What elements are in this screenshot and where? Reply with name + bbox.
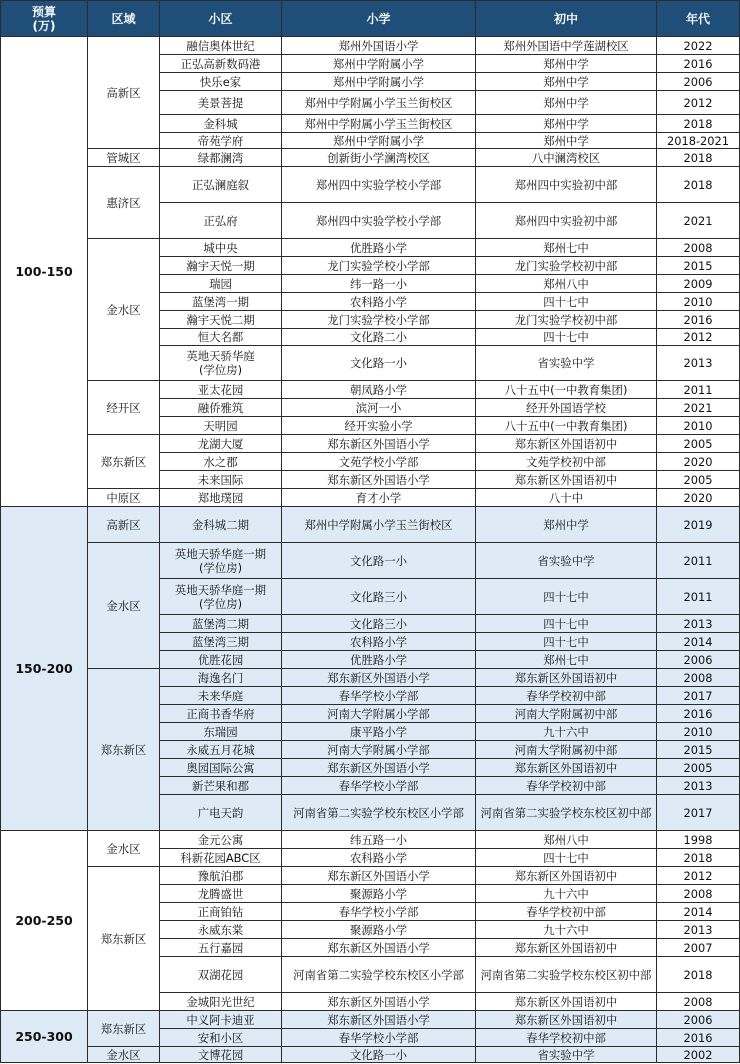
year-cell: 2005 [657,759,740,777]
year-cell: 2014 [657,633,740,651]
primary-school-cell: 优胜路小学 [282,239,476,257]
year-cell: 2007 [657,939,740,957]
middle-school-cell: 八中澜湾校区 [476,149,657,167]
primary-school-cell: 郑东新区外国语小学 [282,993,476,1011]
table-row [1,435,740,453]
community-cell: 科新花园ABC区 [160,849,282,867]
community-cell: 融信奥体世纪 [160,37,282,55]
middle-school-cell: 郑州中学 [476,91,657,115]
year-cell: 2017 [657,687,740,705]
year-cell: 2006 [657,651,740,669]
table-row [1,37,740,55]
community-cell: 英地天骄华庭一期 (学位房) [160,543,282,579]
budget-range-cell: 100-150 [1,37,88,507]
community-cell: 海逸名门 [160,669,282,687]
middle-school-cell: 郑东新区外国语初中 [476,993,657,1011]
header-district: 区域 [88,1,160,37]
community-cell: 龙湖大厦 [160,435,282,453]
district-cell: 金水区 [88,831,160,867]
community-cell: 未来华庭 [160,687,282,705]
district-cell: 管城区 [88,149,160,167]
middle-school-cell: 八十中 [476,489,657,507]
community-cell: 英地天骄华庭一期 (学位房) [160,579,282,615]
primary-school-cell: 春华学校小学部 [282,903,476,921]
middle-school-cell: 河南大学附属初中部 [476,705,657,723]
district-cell: 金水区 [88,543,160,669]
community-cell: 金科城 [160,115,282,133]
primary-school-cell: 郑州四中实验学校小学部 [282,167,476,203]
table-row [1,489,740,507]
table-row [1,149,740,167]
year-cell: 2017 [657,795,740,831]
community-cell: 蓝堡湾一期 [160,293,282,311]
district-cell: 郑东新区 [88,669,160,831]
primary-school-cell: 纬五路一小 [282,831,476,849]
year-cell: 2016 [657,1029,740,1047]
primary-school-cell: 文化路三小 [282,615,476,633]
primary-school-cell: 郑州中学附属小学 [282,73,476,91]
middle-school-cell: 春华学校初中部 [476,1029,657,1047]
middle-school-cell: 四十七中 [476,329,657,346]
year-cell: 2008 [657,885,740,903]
primary-school-cell: 郑东新区外国语小学 [282,669,476,687]
community-cell: 融侨雅筑 [160,399,282,417]
primary-school-cell: 滨河一小 [282,399,476,417]
middle-school-cell: 河南大学附属初中部 [476,741,657,759]
community-cell: 未来国际 [160,471,282,489]
middle-school-cell: 河南省第二实验学校东校区初中部 [476,795,657,831]
community-cell: 广电天韵 [160,795,282,831]
community-cell: 美景菩提 [160,91,282,115]
community-cell: 天明园 [160,417,282,435]
middle-school-cell: 九十六中 [476,885,657,903]
community-cell: 亚太花园 [160,381,282,399]
header-budget: 预算 (万) [1,1,88,37]
primary-school-cell: 春华学校小学部 [282,687,476,705]
table-body [1,37,740,1063]
budget-range-cell: 200-250 [1,831,88,1011]
year-cell: 2014 [657,903,740,921]
primary-school-cell: 纬一路一小 [282,275,476,293]
year-cell: 2022 [657,37,740,55]
community-cell: 龙腾盛世 [160,885,282,903]
table-row [1,381,740,399]
year-cell: 2018 [657,167,740,203]
middle-school-cell: 郑州中学 [476,133,657,149]
header-primary-school: 小学 [282,1,476,37]
community-cell: 水之郡 [160,453,282,471]
year-cell: 2018 [657,115,740,133]
middle-school-cell: 省实验中学 [476,346,657,381]
year-cell: 2012 [657,329,740,346]
primary-school-cell: 郑州中学附属小学 [282,55,476,73]
year-cell: 2013 [657,615,740,633]
year-cell: 2005 [657,435,740,453]
community-cell: 正弘府 [160,203,282,239]
year-cell: 2015 [657,257,740,275]
primary-school-cell: 郑东新区外国语小学 [282,435,476,453]
primary-school-cell: 郑东新区外国语小学 [282,1011,476,1029]
primary-school-cell: 河南省第二实验学校东校区小学部 [282,795,476,831]
year-cell: 2020 [657,453,740,471]
middle-school-cell: 春华学校初中部 [476,903,657,921]
middle-school-cell: 郑州中学 [476,55,657,73]
primary-school-cell: 郑东新区外国语小学 [282,471,476,489]
table-row [1,831,740,849]
community-cell: 正弘澜庭叙 [160,167,282,203]
community-cell: 文博花园 [160,1047,282,1063]
primary-school-cell: 文化路二小 [282,329,476,346]
year-cell: 2016 [657,705,740,723]
middle-school-cell: 八十五中(一中教育集团) [476,381,657,399]
middle-school-cell: 文苑学校初中部 [476,453,657,471]
year-cell: 2011 [657,381,740,399]
primary-school-cell: 郑东新区外国语小学 [282,939,476,957]
year-cell: 2018 [657,849,740,867]
table-row [1,669,740,687]
community-cell: 绿都澜湾 [160,149,282,167]
community-cell: 蓝堡湾三期 [160,633,282,651]
district-cell: 高新区 [88,507,160,543]
community-cell: 安和小区 [160,1029,282,1047]
middle-school-cell: 九十六中 [476,723,657,741]
primary-school-cell: 郑州中学附属小学玉兰街校区 [282,115,476,133]
middle-school-cell: 郑州中学 [476,115,657,133]
community-cell: 瑞园 [160,275,282,293]
community-cell: 奥园国际公寓 [160,759,282,777]
community-cell: 郑地璞园 [160,489,282,507]
community-cell: 正商书香华府 [160,705,282,723]
primary-school-cell: 文化路一小 [282,346,476,381]
community-cell: 正商铂钻 [160,903,282,921]
year-cell: 2005 [657,471,740,489]
community-cell: 永威东棠 [160,921,282,939]
year-cell: 2008 [657,993,740,1011]
year-cell: 2019 [657,507,740,543]
community-cell: 恒大名都 [160,329,282,346]
primary-school-cell: 朝凤路小学 [282,381,476,399]
middle-school-cell: 郑州四中实验初中部 [476,167,657,203]
community-cell: 蓝堡湾二期 [160,615,282,633]
district-cell: 金水区 [88,239,160,381]
district-cell: 惠济区 [88,167,160,239]
header-year: 年代 [657,1,740,37]
community-cell: 东瑞园 [160,723,282,741]
primary-school-cell: 文化路一小 [282,1047,476,1063]
district-cell: 高新区 [88,37,160,149]
year-cell: 2021 [657,203,740,239]
table-row [1,507,740,543]
district-cell: 郑东新区 [88,867,160,1011]
middle-school-cell: 四十七中 [476,633,657,651]
primary-school-cell: 龙门实验学校小学部 [282,311,476,329]
middle-school-cell: 郑州七中 [476,651,657,669]
district-cell: 经开区 [88,381,160,435]
district-cell: 郑东新区 [88,1011,160,1047]
community-cell: 帝苑学府 [160,133,282,149]
table-row [1,1047,740,1063]
header-row [1,1,740,37]
primary-school-cell: 郑东新区外国语小学 [282,759,476,777]
primary-school-cell: 文化路一小 [282,543,476,579]
primary-school-cell: 河南大学附属小学部 [282,741,476,759]
community-cell: 金科城二期 [160,507,282,543]
year-cell: 2021 [657,399,740,417]
middle-school-cell: 郑东新区外国语初中 [476,759,657,777]
community-cell: 金元公寓 [160,831,282,849]
middle-school-cell: 郑州中学 [476,507,657,543]
primary-school-cell: 育才小学 [282,489,476,507]
middle-school-cell: 郑东新区外国语初中 [476,435,657,453]
header-community: 小区 [160,1,282,37]
primary-school-cell: 郑州中学附属小学玉兰街校区 [282,91,476,115]
middle-school-cell: 九十六中 [476,921,657,939]
middle-school-cell: 郑东新区外国语初中 [476,939,657,957]
middle-school-cell: 郑州八中 [476,831,657,849]
community-cell: 豫航泊郡 [160,867,282,885]
middle-school-cell: 龙门实验学校初中部 [476,257,657,275]
community-cell: 瀚宇天悦二期 [160,311,282,329]
year-cell: 2013 [657,777,740,795]
district-cell: 中原区 [88,489,160,507]
year-cell: 2020 [657,489,740,507]
middle-school-cell: 郑东新区外国语初中 [476,1011,657,1029]
middle-school-cell: 龙门实验学校初中部 [476,311,657,329]
year-cell: 2010 [657,417,740,435]
middle-school-cell: 四十七中 [476,579,657,615]
year-cell: 2018-2021 [657,133,740,149]
table-row [1,543,740,579]
primary-school-cell: 郑州四中实验学校小学部 [282,203,476,239]
table-row [1,867,740,885]
primary-school-cell: 郑州中学附属小学 [282,133,476,149]
primary-school-cell: 郑州中学附属小学玉兰街校区 [282,507,476,543]
middle-school-cell: 经开外国语学校 [476,399,657,417]
community-cell: 英地天骄华庭 (学位房) [160,346,282,381]
district-cell: 金水区 [88,1047,160,1063]
community-cell: 快乐e家 [160,73,282,91]
primary-school-cell: 农科路小学 [282,293,476,311]
year-cell: 2008 [657,239,740,257]
middle-school-cell: 八十五中(一中教育集团) [476,417,657,435]
community-cell: 中义阿卡迪亚 [160,1011,282,1029]
year-cell: 2002 [657,1047,740,1063]
year-cell: 2008 [657,669,740,687]
middle-school-cell: 郑东新区外国语初中 [476,867,657,885]
year-cell: 2018 [657,149,740,167]
middle-school-cell: 春华学校初中部 [476,687,657,705]
year-cell: 2006 [657,1011,740,1029]
primary-school-cell: 康平路小学 [282,723,476,741]
community-cell: 瀚宇天悦一期 [160,257,282,275]
community-cell: 双湖花园 [160,957,282,993]
primary-school-cell: 河南大学附属小学部 [282,705,476,723]
middle-school-cell: 郑州外国语中学莲湖校区 [476,37,657,55]
primary-school-cell: 聚源路小学 [282,921,476,939]
primary-school-cell: 文化路三小 [282,579,476,615]
community-cell: 五行嘉园 [160,939,282,957]
community-cell: 城中央 [160,239,282,257]
year-cell: 2013 [657,921,740,939]
table-row [1,1011,740,1029]
year-cell: 2011 [657,543,740,579]
middle-school-cell: 四十七中 [476,849,657,867]
community-cell: 优胜花园 [160,651,282,669]
primary-school-cell: 文苑学校小学部 [282,453,476,471]
middle-school-cell: 省实验中学 [476,543,657,579]
middle-school-cell: 郑州七中 [476,239,657,257]
year-cell: 2012 [657,867,740,885]
year-cell: 2009 [657,275,740,293]
primary-school-cell: 郑东新区外国语小学 [282,867,476,885]
community-cell: 正弘高新数码港 [160,55,282,73]
budget-range-cell: 250-300 [1,1011,88,1063]
district-cell: 郑东新区 [88,435,160,489]
primary-school-cell: 春华学校小学部 [282,777,476,795]
primary-school-cell: 龙门实验学校小学部 [282,257,476,275]
primary-school-cell: 创新街小学澜湾校区 [282,149,476,167]
year-cell: 2006 [657,73,740,91]
primary-school-cell: 优胜路小学 [282,651,476,669]
year-cell: 1998 [657,831,740,849]
year-cell: 2012 [657,91,740,115]
year-cell: 2010 [657,293,740,311]
year-cell: 2013 [657,346,740,381]
year-cell: 2010 [657,723,740,741]
community-cell: 金城阳光世纪 [160,993,282,1011]
year-cell: 2016 [657,55,740,73]
budget-range-cell: 150-200 [1,507,88,831]
table-row [1,239,740,257]
community-cell: 永威五月花城 [160,741,282,759]
middle-school-cell: 河南省第二实验学校东校区初中部 [476,957,657,993]
middle-school-cell: 郑州四中实验初中部 [476,203,657,239]
primary-school-cell: 农科路小学 [282,849,476,867]
year-cell: 2016 [657,311,740,329]
table-row [1,167,740,203]
middle-school-cell: 郑东新区外国语初中 [476,669,657,687]
community-cell: 新芒果和郡 [160,777,282,795]
middle-school-cell: 四十七中 [476,293,657,311]
primary-school-cell: 春华学校小学部 [282,1029,476,1047]
middle-school-cell: 郑东新区外国语初中 [476,471,657,489]
middle-school-cell: 四十七中 [476,615,657,633]
year-cell: 2011 [657,579,740,615]
year-cell: 2018 [657,957,740,993]
middle-school-cell: 郑州中学 [476,73,657,91]
year-cell: 2015 [657,741,740,759]
primary-school-cell: 河南省第二实验学校东校区小学部 [282,957,476,993]
primary-school-cell: 聚源路小学 [282,885,476,903]
primary-school-cell: 郑州外国语小学 [282,37,476,55]
primary-school-cell: 农科路小学 [282,633,476,651]
header-middle-school: 初中 [476,1,657,37]
primary-school-cell: 经开实验小学 [282,417,476,435]
middle-school-cell: 郑州八中 [476,275,657,293]
middle-school-cell: 春华学校初中部 [476,777,657,795]
middle-school-cell: 省实验中学 [476,1047,657,1063]
